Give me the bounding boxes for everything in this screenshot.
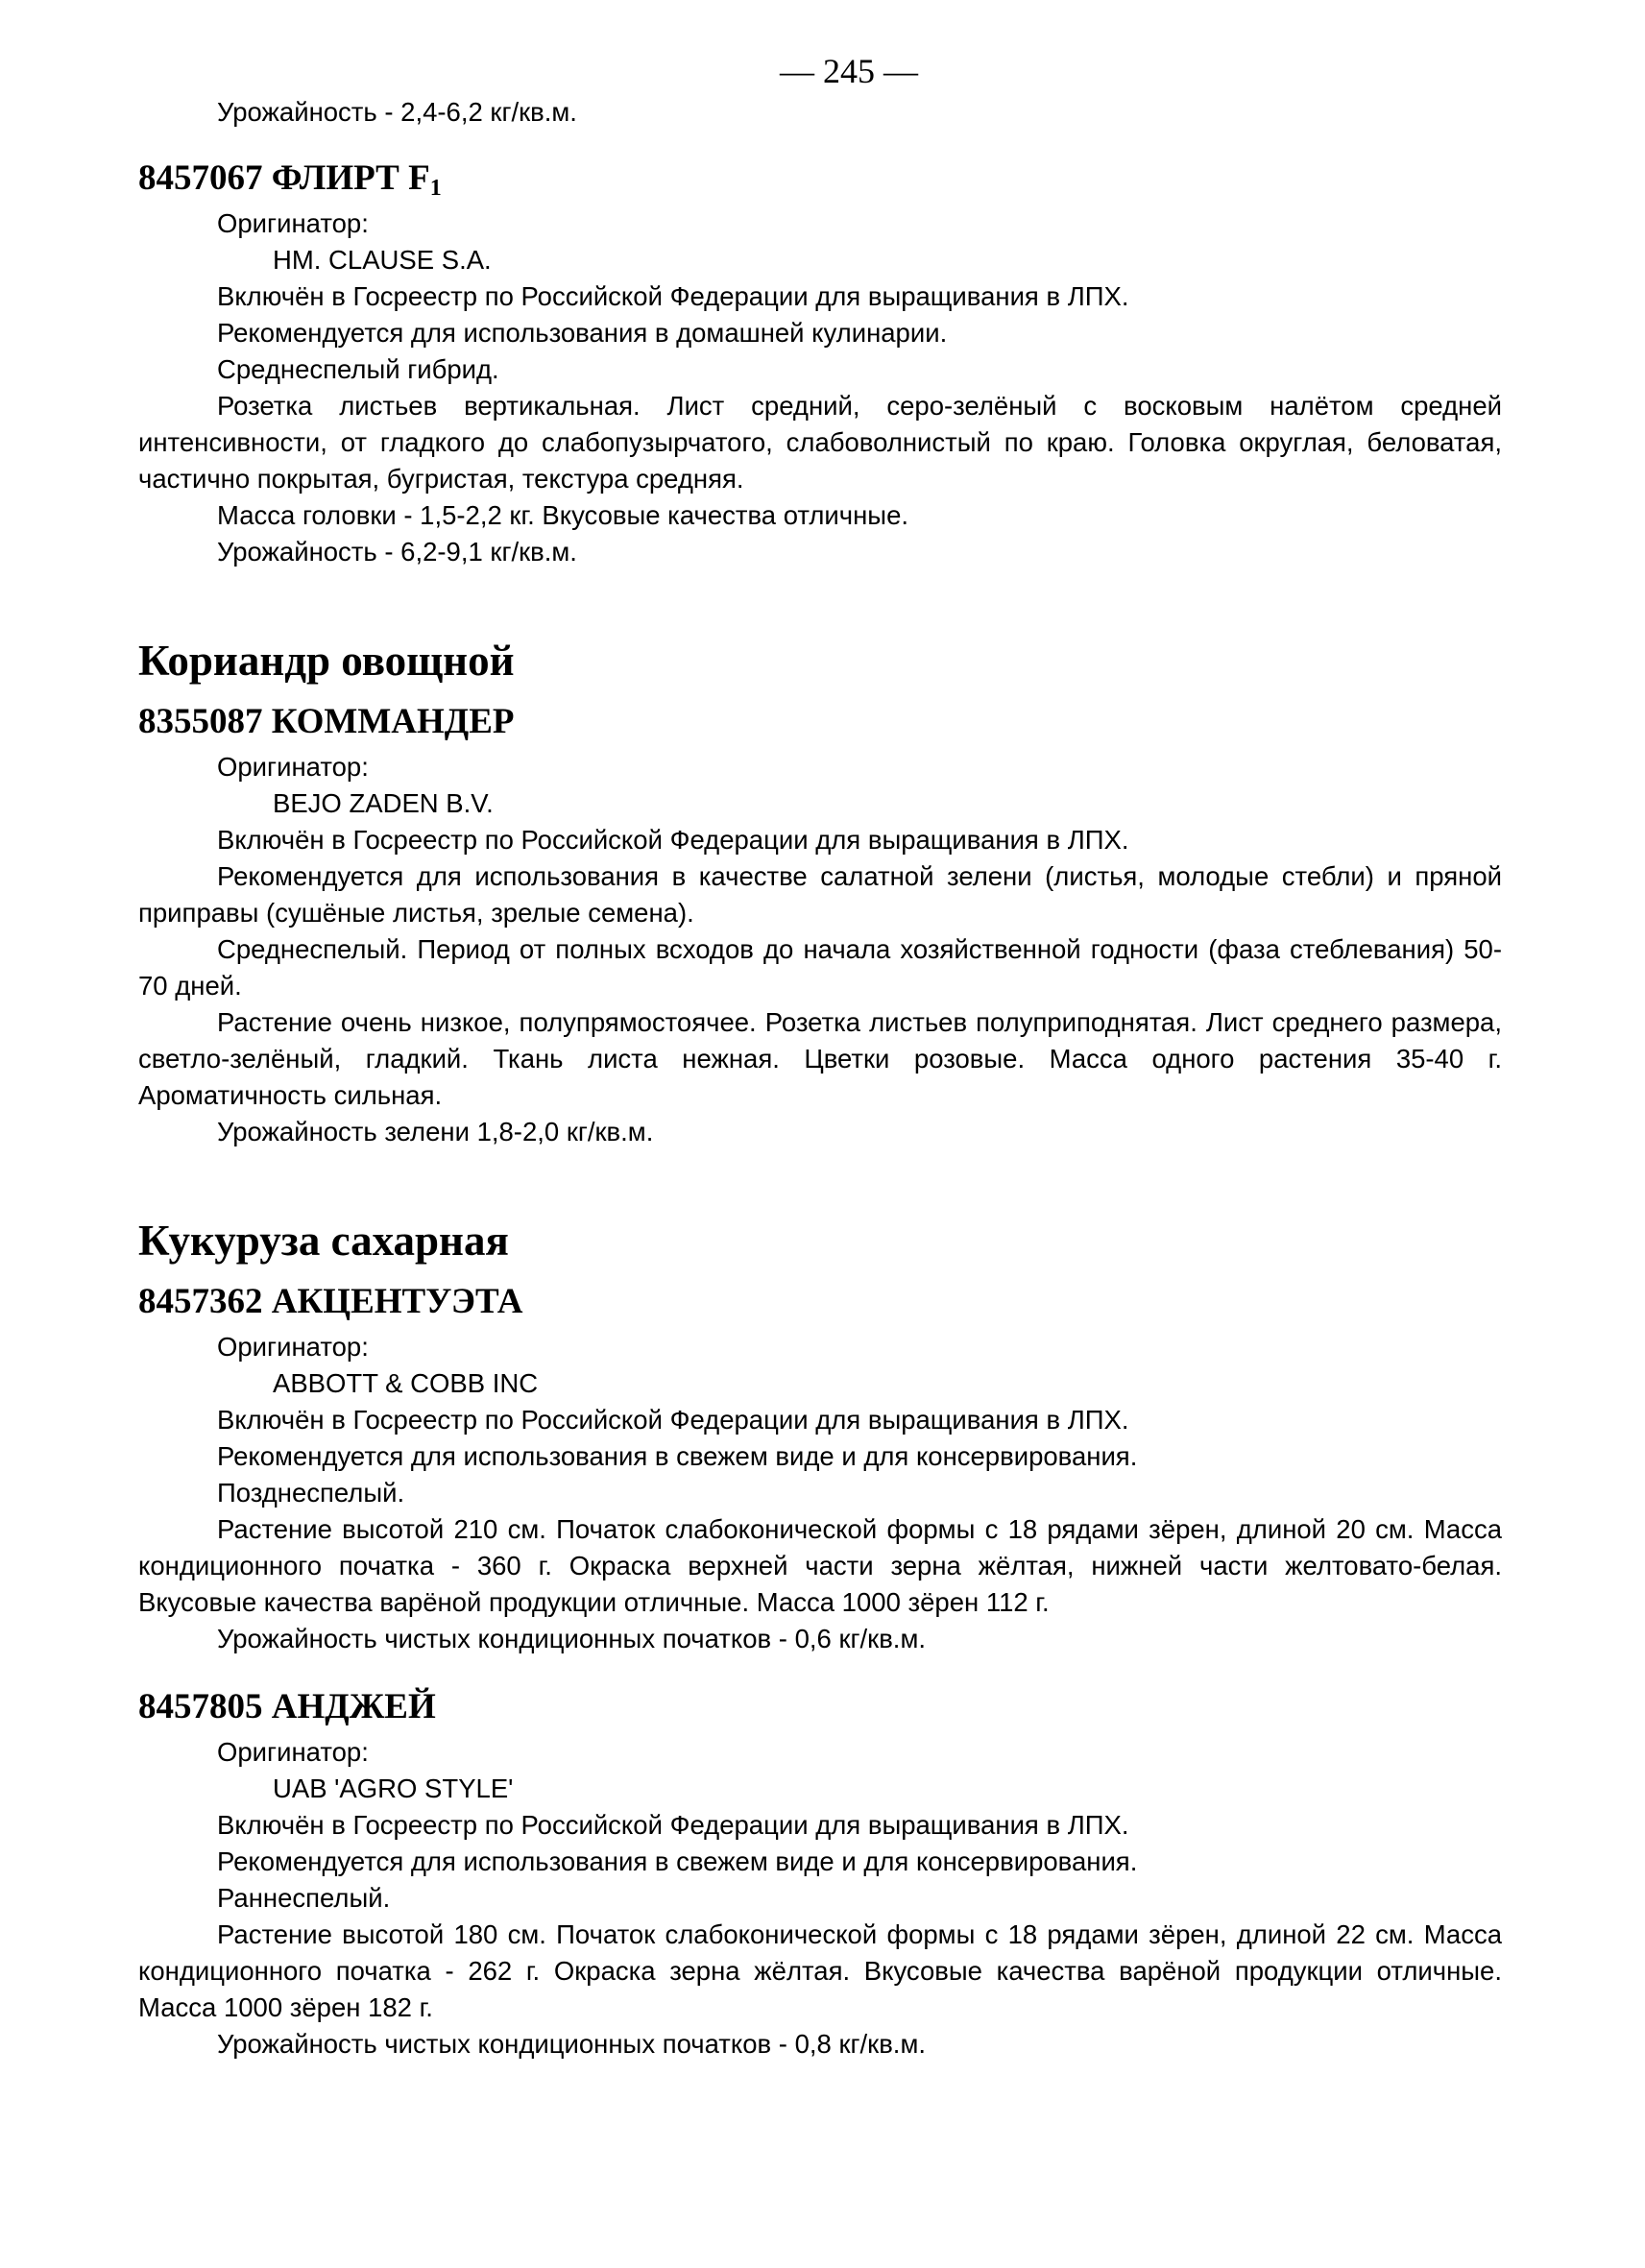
- variety-paragraph: Масса головки - 1,5-2,2 кг. Вкусовые качества отличные.: [217, 500, 909, 530]
- originator-name: UAB 'AGRO STYLE': [273, 1773, 514, 1803]
- originator-name: BEJO ZADEN B.V.: [273, 788, 494, 818]
- variety-paragraph: Розетка листьев вертикальная. Лист средний, серо-зелёный с восковым налётом средней интенсивности, от гладкого до слабопузырчатого, слабоволнистый по краю. Головка округлая, беловатая, частично покрытая, бугристая, текстура средняя.: [138, 391, 1502, 494]
- variety-paragraph: Урожайность чистых кондиционных початков - 0,6 кг/кв.м.: [217, 1624, 926, 1653]
- carryover-yield: Урожайность - 2,4-6,2 кг/кв.м.: [217, 97, 577, 127]
- variety-paragraph: Рекомендуется для использования в свежем виде и для консервирования.: [217, 1846, 1138, 1876]
- originator-label: Оригинатор:: [217, 1737, 369, 1767]
- variety-block: [138, 695, 1502, 1150]
- originator-name: HM. CLAUSE S.A.: [273, 245, 492, 275]
- variety-paragraph: Включён в Госреестр по Российской Федерации для выращивания в ЛПХ.: [217, 1405, 1129, 1435]
- variety-block: [138, 1680, 1502, 2063]
- variety-subscript: 1: [429, 176, 442, 201]
- variety-paragraph: Урожайность чистых кондиционных початков - 0,8 кг/кв.м.: [217, 2029, 926, 2059]
- document-page: [138, 48, 1502, 2063]
- culture-heading: Кориандр овощной: [138, 637, 515, 685]
- variety-paragraph: Раннеспелый.: [217, 1883, 391, 1913]
- variety-paragraph: Растение высотой 210 см. Початок слабоконической формы с 18 рядами зёрен, длиной 20 см. Масса кондиционного початка - 360 г. Окраска верхней части зерна жёлтая, нижней части желтовато-белая. Вкусовые качества варёной продукции отличные. Масса 1000 зёрен 112 г.: [138, 1514, 1502, 1617]
- variety-block: [138, 152, 1502, 570]
- originator-name: ABBOTT & COBB INC: [273, 1368, 539, 1398]
- originator-label: Оригинатор:: [217, 752, 369, 782]
- originator-label: Оригинатор:: [217, 208, 369, 238]
- originator-label: Оригинатор:: [217, 1332, 369, 1362]
- culture-heading: Кукуруза сахарная: [138, 1217, 509, 1265]
- variety-paragraph: Включён в Госреестр по Российской Федерации для выращивания в ЛПХ.: [217, 281, 1129, 311]
- variety-title: 8355087 КОММАНДЕР: [138, 702, 515, 741]
- variety-title: 8457805 АНДЖЕЙ: [138, 1687, 436, 1726]
- variety-paragraph: Урожайность зелени 1,8-2,0 кг/кв.м.: [217, 1117, 654, 1146]
- variety-paragraph: Рекомендуется для использования в домашней кулинарии.: [217, 318, 948, 348]
- variety-title: 8457362 АКЦЕНТУЭТА: [138, 1282, 523, 1321]
- variety-paragraph: Рекомендуется для использования в свежем виде и для консервирования.: [217, 1441, 1138, 1471]
- variety-paragraph: Рекомендуется для использования в качестве салатной зелени (листья, молодые стебли) и пряной приправы (сушёные листья, зрелые семена).: [138, 861, 1502, 928]
- variety-block: [138, 1275, 1502, 1657]
- variety-paragraph: Растение очень низкое, полупрямостоячее. Розетка листьев полуприподнятая. Лист среднего размера, светло-зелёный, гладкий. Ткань листа нежная. Цветки розовые. Масса одного растения 35-40 г. Ароматичность сильная.: [138, 1007, 1502, 1110]
- page-number: — 245 —: [780, 52, 918, 90]
- variety-paragraph: Включён в Госреестр по Российской Федерации для выращивания в ЛПХ.: [217, 1810, 1129, 1840]
- variety-paragraph: Включён в Госреестр по Российской Федерации для выращивания в ЛПХ.: [217, 825, 1129, 855]
- variety-paragraph: Растение высотой 180 см. Початок слабоконической формы с 18 рядами зёрен, длиной 22 см. Масса кондиционного початка - 262 г. Окраска зерна жёлтая. Вкусовые качества варёной продукции отличные. Масса 1000 зёрен 182 г.: [138, 1919, 1502, 2022]
- variety-title: 8457067 ФЛИРТ $F_1$: [138, 158, 442, 201]
- variety-paragraph: Позднеспелый.: [217, 1478, 405, 1508]
- variety-paragraph: Урожайность - 6,2-9,1 кг/кв.м.: [217, 537, 577, 567]
- variety-paragraph: Среднеспелый гибрид.: [217, 354, 499, 384]
- variety-paragraph: Среднеспелый. Период от полных всходов до начала хозяйственной годности (фаза стеблевания) 50-70 дней.: [138, 934, 1502, 1001]
